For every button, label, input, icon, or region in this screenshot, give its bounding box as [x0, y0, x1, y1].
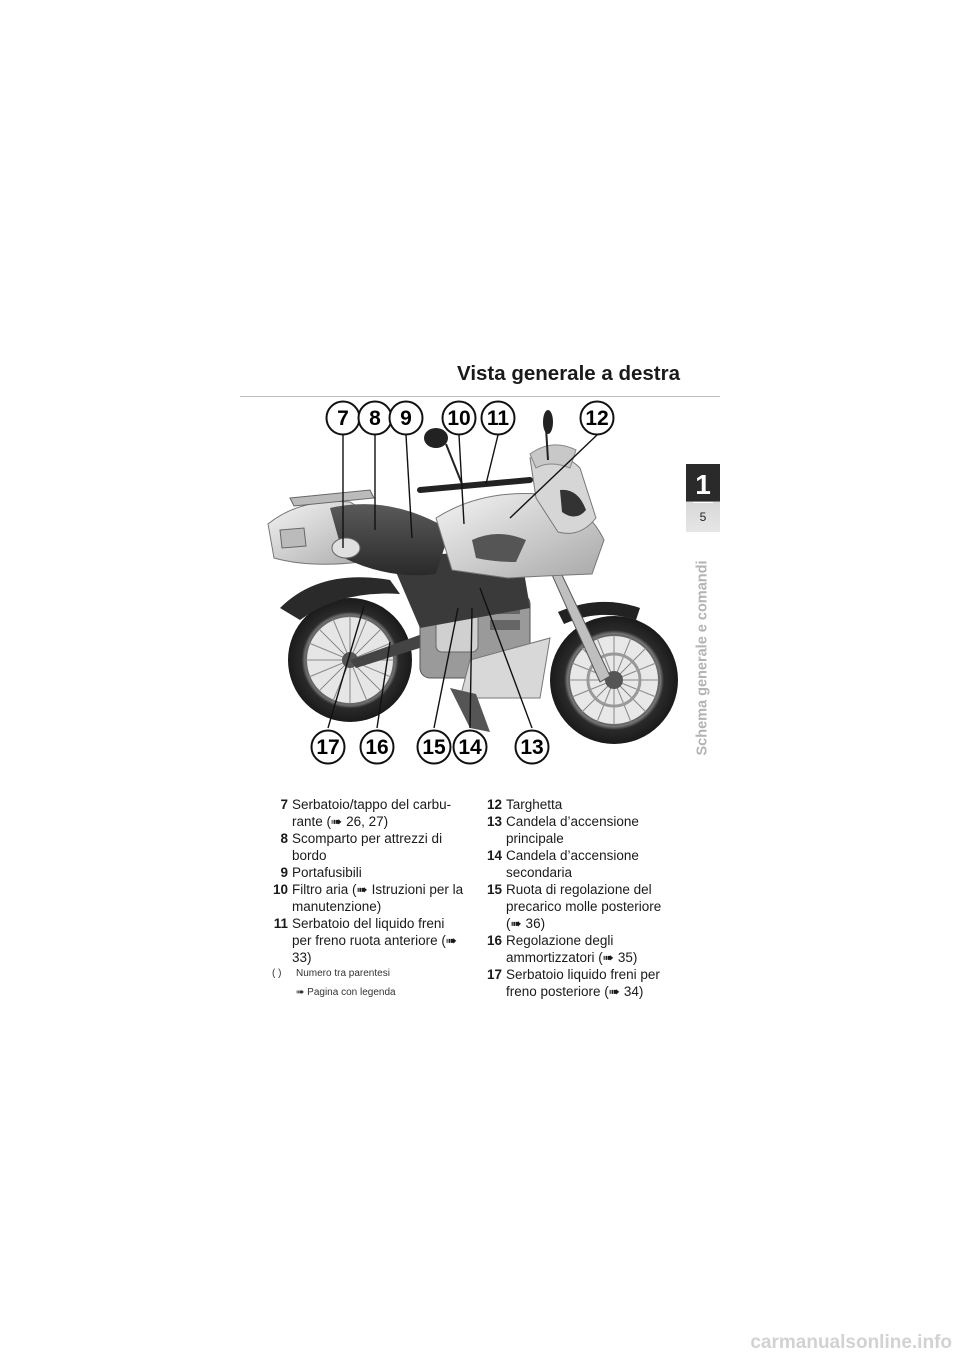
legend-item-text: Serbatoio del liquido freni per freno ruota anteriore (➠ 33) [292, 916, 458, 965]
legend-item-text: Ruota di regolazione del precarico molle posteriore (➠ 36) [506, 882, 662, 931]
legend-item [480, 932, 680, 966]
legend-left [266, 796, 466, 966]
right-mirror-icon [543, 410, 553, 434]
legend-item-number: 9 [280, 865, 288, 880]
legend-item-number: 15 [486, 882, 502, 897]
left-mirror-icon [424, 428, 448, 448]
callout-7-label: 7 [337, 407, 349, 430]
callout-16 [361, 731, 394, 764]
callouts-bottom [312, 731, 549, 764]
motorcycle-illustration [240, 398, 720, 780]
legend-item-number: 13 [486, 814, 502, 829]
legend-item-number: 7 [280, 797, 288, 812]
callout-11-label: 11 [486, 407, 510, 430]
legend-right [480, 796, 680, 1000]
legend-notes [272, 968, 396, 1006]
callout-11 [482, 402, 515, 435]
legend-item-text: Targhetta [506, 797, 563, 812]
legend-item [480, 966, 680, 1000]
windscreen [530, 445, 576, 468]
legend-item-text: Candela d’accensione principale [506, 814, 639, 846]
legend-item [480, 813, 680, 847]
side-vent [472, 534, 526, 562]
legend-item [266, 796, 466, 830]
note-row [272, 968, 396, 979]
callout-16-label: 16 [365, 736, 389, 759]
legend-item-number: 11 [273, 916, 288, 931]
page-title: Vista generale a destra [457, 362, 680, 385]
legend-item [266, 830, 466, 864]
callout-13 [516, 731, 549, 764]
legend-item [266, 864, 466, 881]
legend-item-text: Filtro aria (➠ Istruzioni per la manutenzione) [292, 882, 464, 914]
callout-9-label: 9 [400, 407, 412, 430]
callout-12-label: 12 [585, 407, 609, 430]
legend-item-number: 8 [280, 831, 288, 846]
callout-14 [454, 731, 487, 764]
title-divider [240, 396, 720, 397]
legend-item-number: 10 [272, 882, 288, 897]
legend-item-number: 12 [486, 797, 502, 812]
note-symbol: ( ) [272, 968, 282, 979]
legend-item-number: 16 [486, 933, 502, 948]
callout-8-label: 8 [369, 407, 381, 430]
callout-15-label: 15 [422, 736, 446, 759]
legend-item-number: 17 [486, 967, 502, 982]
page-number: 5 [699, 510, 707, 524]
legend-item [266, 915, 466, 966]
callout-12 [581, 402, 614, 435]
legend-item-text: Serbatoio liquido freni per freno posteriore (➠ 34) [506, 967, 660, 999]
fuel-cap [332, 538, 360, 558]
handlebar [420, 480, 530, 490]
front-wheel [550, 616, 678, 744]
callout-15 [418, 731, 451, 764]
legend-item-text: Candela d’accensione secondaria [506, 848, 639, 880]
note-text: Numero tra parentesi [296, 968, 390, 979]
callout-10 [443, 402, 476, 435]
legend-item-number: 14 [486, 848, 502, 863]
legend-item [266, 881, 466, 915]
callout-17-label: 17 [316, 736, 340, 759]
callout-7 [327, 402, 360, 435]
chapter-side-label-text: Schema generale e comandi [695, 560, 711, 756]
legend-item-text: Portafusibili [292, 865, 362, 880]
note-symbol [272, 987, 296, 998]
callout-17 [312, 731, 345, 764]
legend-item-text: Serbatoio/tappo del carbu-rante (➠ 26, 27) [292, 797, 452, 829]
callout-8 [359, 402, 392, 435]
legend-item [480, 881, 680, 932]
legend-item-text: Regolazione degli ammortizzatori (➠ 35) [506, 933, 638, 965]
motorcycle-figure [240, 398, 720, 780]
chapter-number: 1 [695, 469, 711, 500]
legend-item [480, 847, 680, 881]
callouts-top [327, 402, 614, 435]
callout-9 [390, 402, 423, 435]
callout-13-label: 13 [520, 736, 544, 759]
legend-item-text: Scomparto per attrezzi di bordo [292, 831, 443, 863]
watermark: carmanualsonline.info [750, 1332, 952, 1353]
note-text: ➠ Pagina con legenda [296, 987, 396, 998]
note-row [272, 987, 396, 998]
legend-item [480, 796, 680, 813]
callout-10-label: 10 [447, 407, 471, 430]
callout-14-label: 14 [458, 736, 482, 759]
